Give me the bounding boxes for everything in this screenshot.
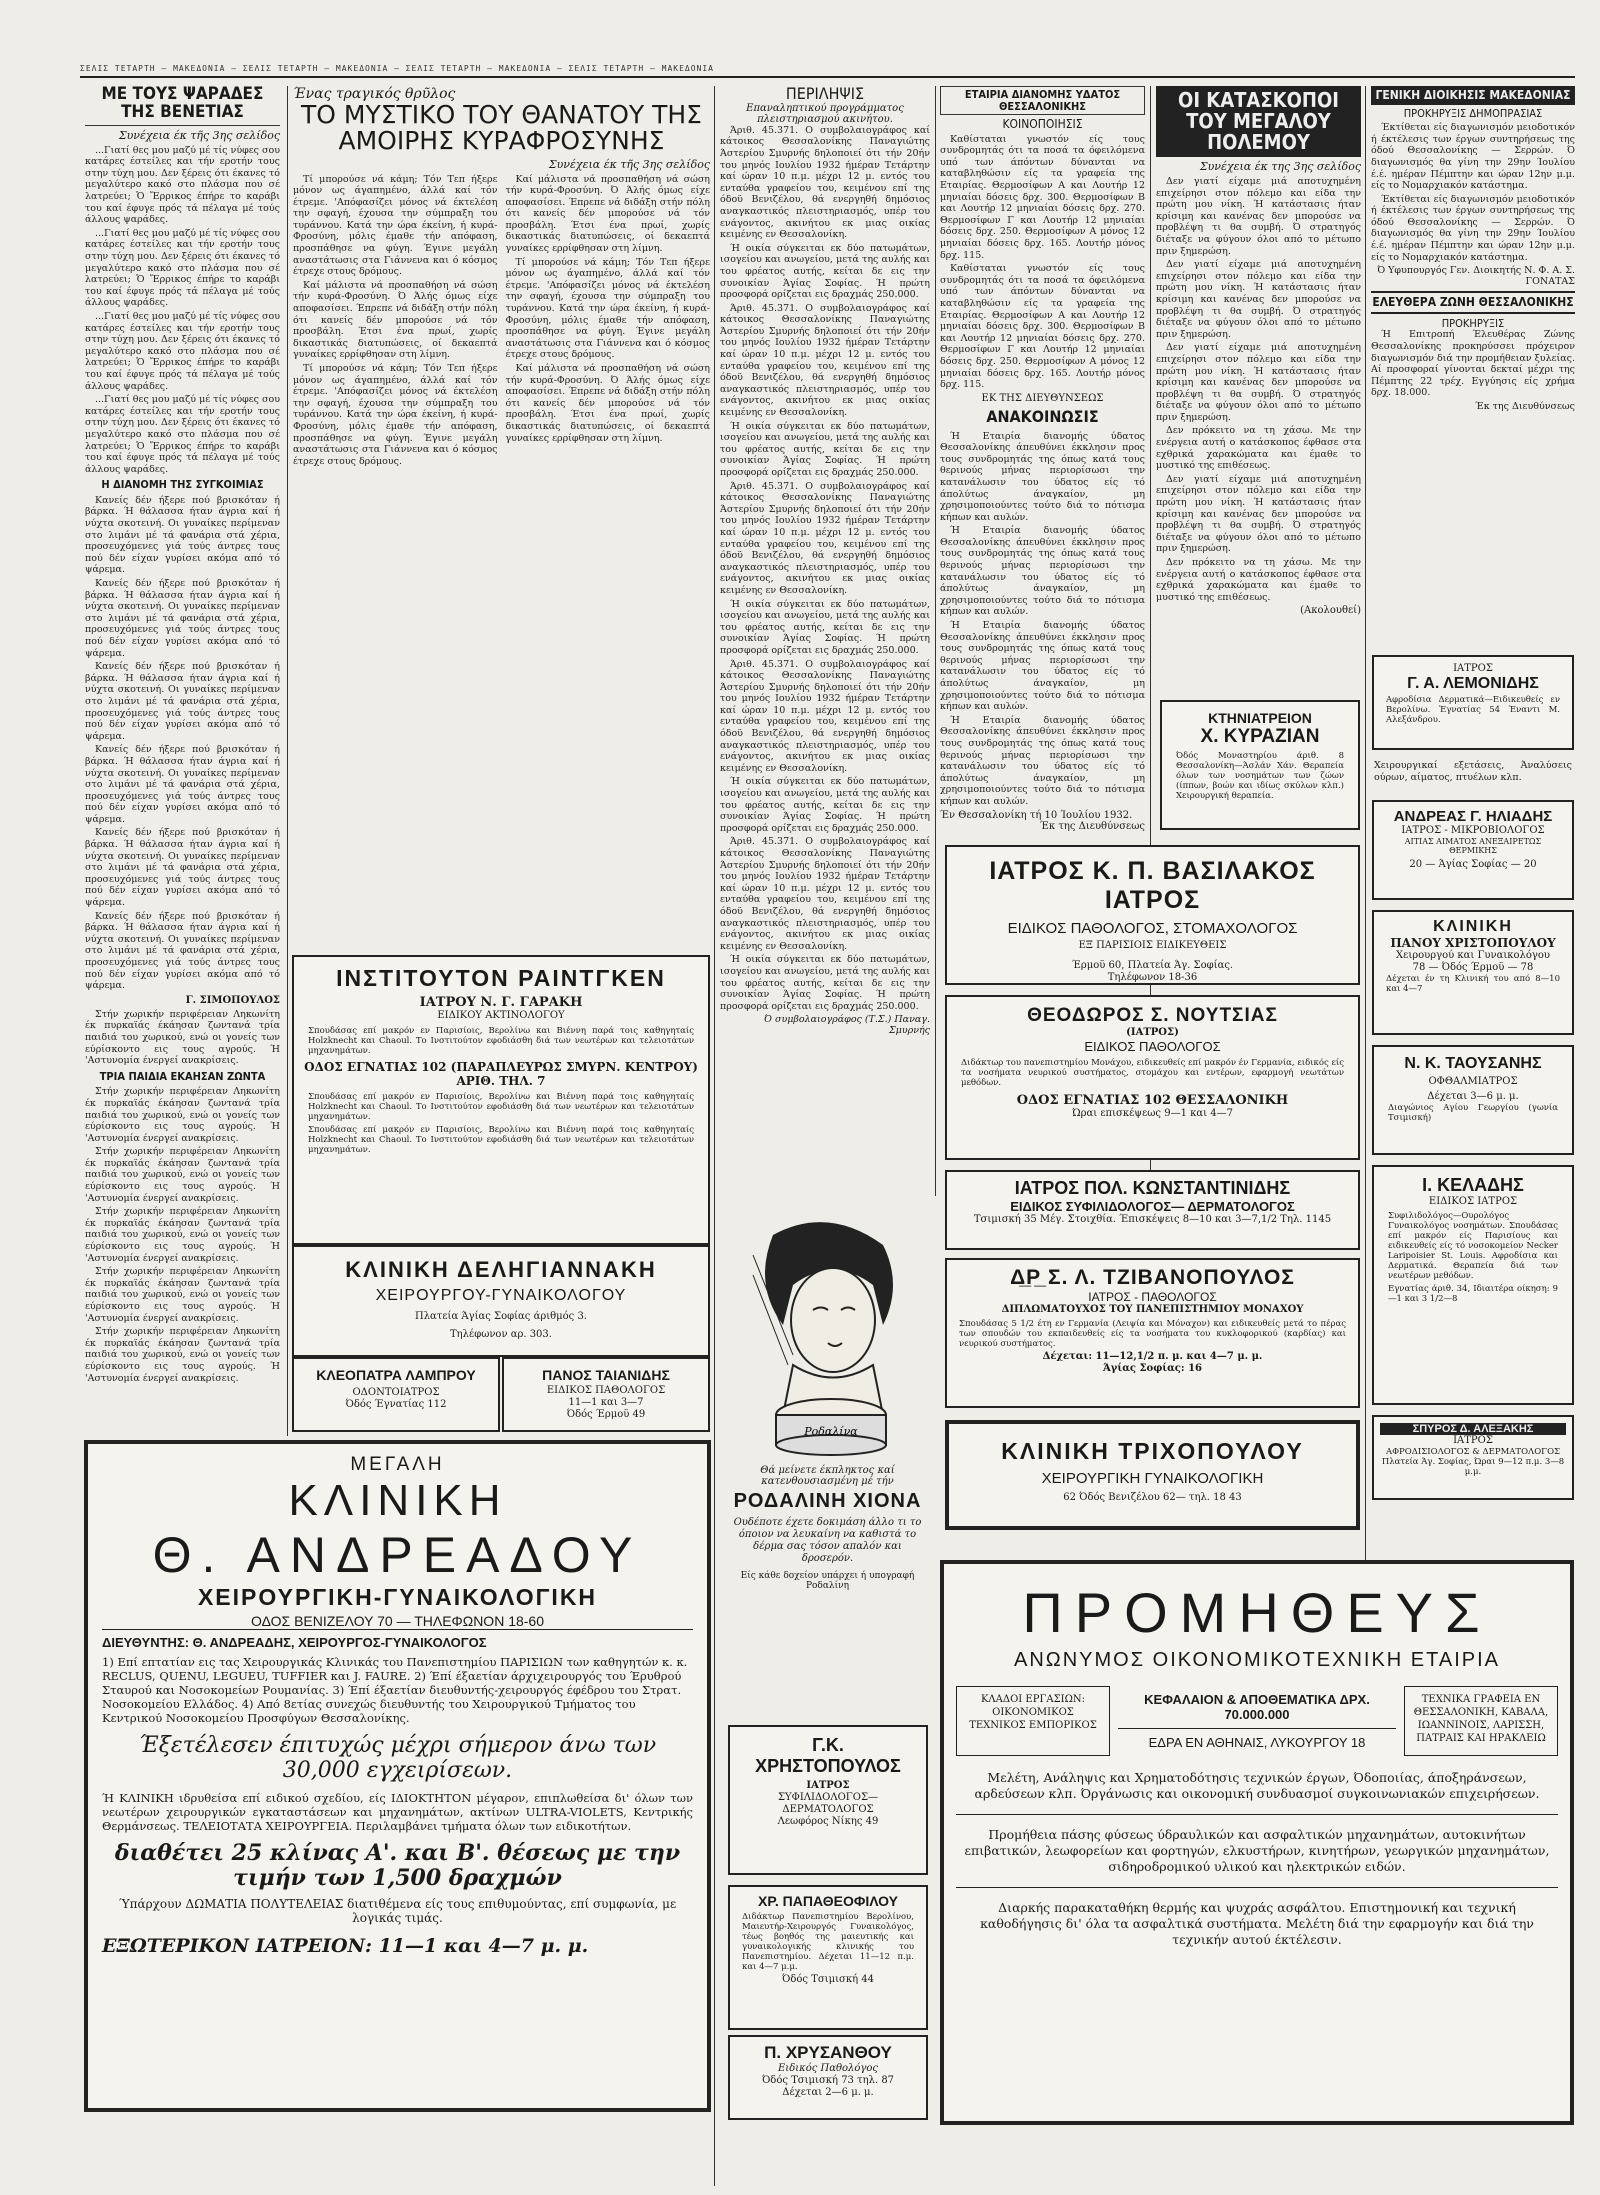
article-spies: ΟΙ ΚΑΤΑΣΚΟΠΟΙ ΤΟΥ ΜΕΓΑΛΟΥ ΠΟΛΕΜΟΥ Συνέχεια έκ της 3ης σελίδος Δεν γιατί είχαμε μιά αποτυχημένη επιχείρησι στον πόλεμο και είδα την πρώτη μου νίκη. Ή κατάστασις ήταν κρίσιμη και κανένας δεν μπορούσε να προβλέψη τι θα συμβή. Ό στρατηγός διέταξε να φύγουν όλοι από το μέτωπο πριν ξημερώση. Δεν γιατί είχαμε μιά αποτυχημένη επιχείρησι στον πόλεμο και είδα την πρώτη μου νίκη. Ή κατάστασις ήταν κρίσιμη και κανένας δεν μπορούσε να προβλέψη τι θα συμβή. Ό στρατηγός διέταξε να φύγουν όλοι από το μέτωπο πριν ξημερώση. Δεν γιατί είχαμε μιά αποτυχημένη επιχείρησι στον πόλεμο και είδα την πρώτη μου νίκη. Ή κατάστασις ήταν κρίσιμη και κανένας δεν μπορούσε να προβλέψη τι θα συμβή. Ό στρατηγός διέταξε να φύγουν όλοι από το μέτωπο πριν ξημερώση. Δεν πρόκειτο να τη χάσω. Με την ενέργεια αυτή ο κατάσκοπος έφθασε στα εχθρικά χαρακώματα και έμαθε το μυστικό της επιθέσεως. Δεν γιατί είχαμε μιά αποτυχημένη επιχείρησι στον πόλεμο και είδα την πρώτη μου νίκη. Ή κατάστασις ήταν κρίσιμη και κανένας δεν μπορούσε να προβλέψη τι θα συμβή. Ό στρατηγός διέταξε να φύγουν όλοι από το μέτωπο πριν ξημερώση. Δεν πρόκειτο να τη χάσω. Με την ενέργεια αυτή ο κατάσκοπος έφθασε στα εχθρικά χαρακώματα και έμαθε το μυστικό της επιθέσεως. (Ακολουθεί) [1156, 88, 1361, 617]
ad-lamprou-dentist: ΚΛΕΟΠΑΤΡΑ ΛΑΜΠΡΟΥ ΟΔΟΝΤΟΙΑΤΡΟΣ Όδός Έγνατίας 112 [292, 1357, 500, 1432]
ad-chrysanthou-doctor: Π. ΧΡΥΣΑΝΘΟΥ Ειδικός Παθολόγος Όδός Τσιμισκή 73 τηλ. 87 Δέχεται 2—6 μ. μ. [728, 2035, 928, 2120]
ad-alexakis-doctor: ΣΠΥΡΟΣ Δ. ΑΛΕΞΑΚΗΣ ΙΑΤΡΟΣ ΑΦΡΟΔΙΣΙΟΛΟΓΟΣ & ΔΕΡΜΑΤΟΛΟΓΟΣ Πλατεία Άγ. Σοφίας, Ώραι 9—12 π.μ. 3—8 μ.μ. [1372, 1415, 1574, 1500]
masthead-strip: ΣΕΛΙΣ ΤΕΤΑΡΤΗ — ΜΑΚΕΔΟΝΙΑ — ΣΕΛΙΣ ΤΕΤΑΡΤΗ — ΜΑΚΕΔΟΝΙΑ — ΣΕΛΙΣ ΤΕΤΑΡΤΗ — ΜΑΚΕΔΟΝΙΑ — ΣΕΛΙΣ ΤΕΤΑΡΤΗ — ΜΑΚΕΔΟΝΙΑ [80, 64, 1575, 78]
article-fishermen [85, 86, 280, 1426]
article-body: Έκτίθεται είς διαγωνισμόν μειοδοτικόν ή έκτέλεσις των έργων συντηρήσεως της όδού Θεσσαλονίκης — Σερρών. Ό διαγωνισμός θα γίνη την 29ην Ίουλίου έ.έ. ημέραν Πέμπτην και ώραν 12ην μ.μ. είς το Νομαρχιακόν κατάστημα. Έκτίθεται είς διαγωνισμόν μειοδοτικόν ή έκτέλεσις των έργων συντηρήσεως της όδού Θεσσαλονίκης — Σερρών. Ό διαγωνισμός θα γίνη την 29ην Ίουλίου έ.έ. ημέραν Πέμπτην και ώραν 12ην μ.μ. είς το Νομαρχιακόν κατάστημα. [1371, 122, 1575, 263]
ad-keladis-doctor: Ι. ΚΕΛΑΔΗΣ ΕΙΔΙΚΟΣ ΙΑΤΡΟΣ Συφιλιδολόγος—Ουρολόγος Γυναικολόγος νοσημάτων. Σπουδάσας επί μακρόν είς Παρισίους και ειδικευθείς είς τό νοσοκομείον Necker Laripoisier St. Louis. Αφροδίσια και Δερματικά. Θεραπεία διά των νεωτέρων μεθόδων. Εγνατίας άριθ. 34, Ιδιαιτέρα οίκηση: 9—1 και 3 1/2—8 [1372, 1165, 1574, 1405]
article-water-company: ΕΤΑΙΡΙΑ ΔΙΑΝΟΜΗΣ ΥΔΑΤΟΣ ΘΕΣΣΑΛΟΝΙΚΗΣ ΚΟΙΝΟΠΟΙΗΣΙΣ Καθίσταται γνωστόν είς τους συνδρομητάς ότι τα ποσά τα όφειλόμενα υπό των άπόντων δύνανται να καταβληθώσιν είς τα γραφεία της Εταιρίας. Θερμοσίφων Α και Λουτήρ 12 μηνιαίαι δόσεις δρχ. 300. Θερμοσίφων Β και Λουτήρ 12 μηνιαίαι δόσεις δρχ. 270. Θερμοσίφων Γ και Λουτήρ 12 μηνιαίαι δόσεις δρχ. 250. Θερμοσίφων Α μόνος 12 μηνιαίαι δόσεις δρχ. 165. Λουτήρ μόνος δρχ. 115. Καθίσταται γνωστόν είς τους συνδρομητάς ότι τα ποσά τα όφειλόμενα υπό των άπόντων δύνανται να καταβληθώσιν είς τα γραφεία της Εταιρίας. Θερμοσίφων Α και Λουτήρ 12 μηνιαίαι δόσεις δρχ. 300. Θερμοσίφων Β και Λουτήρ 12 μηνιαίαι δόσεις δρχ. 270. Θερμοσίφων Γ και Λουτήρ 12 μηνιαίαι δόσεις δρχ. 250. Θερμοσίφων Α μόνος 12 μηνιαίαι δόσεις δρχ. 165. Λουτήρ μόνος δρχ. 115. ΕΚ ΤΗΣ ΔΙΕΥΘΥΝΣΕΩΣ ΑΝΑΚΟΙΝΩΣΙΣ Ή Εταιρία διανομής ύδατος Θεσσαλονίκης άπευθύνει έκκλησιν προς τους συνδρομητάς της όπως κατά τους θερινούς μήνας περιορίσωσι την κατανάλωσιν του ύδατος είς τό άπολύτως άναγκαίον, μη χρησιμοποιούντες τούτο διά το πότισμα κήπων και αυλών. Ή Εταιρία διανομής ύδατος Θεσσαλονίκης άπευθύνει έκκλησιν προς τους συνδρομητάς της όπως κατά τους θερινούς μήνας περιορίσωσι την κατανάλωσιν του ύδατος είς τό άπολύτως άναγκαίον, μη χρησιμοποιούντες τούτο διά το πότισμα κήπων και αυλών. Ή Εταιρία διανομής ύδατος Θεσσαλονίκης άπευθύνει έκκλησιν προς τους συνδρομητάς της όπως κατά τους θερινούς μήνας περιορίσωσι την κατανάλωσιν του ύδατος είς τό άπολύτως άναγκαίον, μη χρησιμοποιούντες τούτο διά το πότισμα κήπων και αυλών. Ή Εταιρία διανομής ύδατος Θεσσαλονίκης άπευθύνει έκκλησιν προς τους συνδρομητάς της όπως κατά τους θερινούς μήνας περιορίσωσι την κατανάλωσιν του ύδατος είς τό άπολύτως άναγκαίον, μη χρησιμοποιούντες τούτο διά το πότισμα κήπων και αυλών. Έν Θεσσαλονίκη τή 10 Ίουλίου 1932. Έκ της Διευθύνσεως [940, 88, 1145, 832]
article-summary [720, 86, 930, 1186]
article-body-col: Τί μπορούσε νά κάμη; Τόν Τεπ ήξερε μόνον ως άγαπημένο, άλλά καί τόν έτρεμε. 'Απόφασίζει μόνος νά έκτελέση την σφαγή, έχουσα την σύμπραξη του τυράννου. Κατά την ώρα έκείνη, ή κυρά-Φροσύνη, μόλις έμαθε τήν απόφαση, προσπάθησε να φύγη. Έγινε μεγάλη αναστάτωσις στα Γιάννενα και ό κόσμος έτρεχε στους δρόμους. Καί μάλιστα νά προσπαθήση νά σώση τήν κυρά-Φροσύνη. Ό Άλής όμως είχε αποφασίσει. Έπρεπε νά διδάξη στήν πόλη ότι κανείς δέν μπορούσε νά τόν προσβάλη. Έτσι ένα πρωί, χωρίς δικαστικάς διατυπώσεις, οί δεκαεπτά γυναίκες ερρίφθησαν στη λίμνη. Τί μπορούσε νά κάμη; Τόν Τεπ ήξερε μόνον ως άγαπημένο, άλλά καί τόν έτρεμε. 'Απόφασίζει μόνος νά έκτελέση την σφαγή, έχουσα την σύμπραξη του τυράννου. Κατά την ώρα έκείνη, ή κυρά-Φροσύνη, μόλις έμαθε τήν απόφαση, προσπάθησε να φύγη. Έγινε μεγάλη αναστάτωσις στα Γιάννενα και ό κόσμος έτρεχε στους δρόμους. [293, 173, 498, 467]
section-heading: ΑΝΑΚΟΙΝΩΣΙΣ [986, 406, 1099, 426]
ad-kyrazian-veterinary: ΚΤΗΝΙΑΤΡΕΙΟΝ Χ. ΚΥΡΑΖΙΑΝ Όδός Μοναστηρίου άριθ. 8 Θεσσαλονίκη—Άσλάν Χάν. Θεραπεία όλων των νοσημάτων των ζώων (ίππων, βοών και ιδίως σκύλων κλπ.) Χειρουργική θεραπεία. [1160, 700, 1360, 830]
article-body-col: Καί μάλιστα νά προσπαθήση νά σώση τήν κυρά-Φροσύνη. Ό Άλής όμως είχε αποφασίσει. Έπρεπε νά διδάξη στήν πόλη ότι κανείς δέν μπορούσε νά τόν προσβάλη. Έτσι ένα πρωί, χωρίς δικαστικάς διατυπώσεις, οί δεκαεπτά γυναίκες ερρίφθησαν στη λίμνη. Τί μπορούσε νά κάμη; Τόν Τεπ ήξερε μόνον ως άγαπημένο, άλλά καί τόν έτρεμε. 'Απόφασίζει μόνος νά έκτελέση την σφαγή, έχουσα την σύμπραξη του τυράννου. Κατά την ώρα έκείνη, ή κυρά-Φροσύνη, μόλις έμαθε τήν απόφαση, προσπάθησε να φύγη. Έγινε μεγάλη αναστάτωσις στα Γιάννενα και ό κόσμος έτρεχε στους δρόμους. Καί μάλιστα νά προσπαθήση νά σώση τήν κυρά-Φροσύνη. Ό Άλής όμως είχε αποφασίσει. Έπρεπε νά διδάξη στήν πόλη ότι κανείς δέν μπορούσε νά τόν προσβάλη. Έτσι ένα πρωί, χωρίς δικαστικάς διατυπώσεις, οί δεκαεπτά γυναίκες ερρίφθησαν στη λίμνη. [505, 173, 710, 444]
section-heading: Η ΔΙΑΝΟΜΗ ΤΗΣ ΣΥΓΚΟΙΜΙΑΣ [101, 478, 264, 492]
ad-clinic-trichopoulou: ΚΛΙΝΙΚΗ ΤΡΙΧΟΠΟΥΛΟΥ ΧΕΙΡΟΥΡΓΙΚΗ ΓΥΝΑΙΚΟΛΟΓΙΚΗ 62 Όδός Βενιζέλου 62— τηλ. 18 43 [945, 1420, 1360, 1530]
continuation-note: Συνέχεια έκ της 3ης σελίδος [1199, 160, 1361, 173]
article-body: Ή Εταιρία διανομής ύδατος Θεσσαλονίκης άπευθύνει έκκλησιν προς τους συνδρομητάς της όπως κατά τους θερινούς μήνας περιορίσωσι την κατανάλωσιν του ύδατος είς τό άπολύτως άναγκαίον, μη χρησιμοποιούντες τούτο διά το πότισμα κήπων και αυλών. Ή Εταιρία διανομής ύδατος Θεσσαλονίκης άπευθύνει έκκλησιν προς τους συνδρομητάς της όπως κατά τους θερινούς μήνας περιορίσωσι την κατανάλωσιν του ύδατος είς τό άπολύτως άναγκαίον, μη χρησιμοποιούντες τούτο διά το πότισμα κήπων και αυλών. Ή Εταιρία διανομής ύδατος Θεσσαλονίκης άπευθύνει έκκλησιν προς τους συνδρομητάς της όπως κατά τους θερινούς μήνας περιορίσωσι την κατανάλωσιν του ύδατος είς τό άπολύτως άναγκαίον, μη χρησιμοποιούντες τούτο διά το πότισμα κήπων και αυλών. Ή Εταιρία διανομής ύδατος Θεσσαλονίκης άπευθύνει έκκλησιν προς τους συνδρομητάς της όπως κατά τους θερινούς μήνας περιορίσωσι την κατανάλωσιν του ύδατος είς τό άπολύτως άναγκαίον, μη χρησιμοποιούντες τούτο διά το πότισμα κήπων και αυλών. [940, 430, 1145, 807]
ad-taianidis-pathologist: ΠΑΝΟΣ ΤΑΙΑΝΙΔΗΣ ΕΙΔΙΚΟΣ ΠΑΘΟΛΟΓΟΣ 11—1 και 3—7 Όδός Έρμοϋ 49 [502, 1357, 710, 1432]
section-heading: ΕΛΕΥΘΕΡΑ ΖΩΝΗ ΘΕΣΣΑΛΟΝΙΚΗΣ [1371, 291, 1575, 314]
column-rule [935, 86, 936, 1196]
ad-taousanis-ophthalmologist: Ν. Κ. ΤΑΟΥΣΑΝΗΣ ΟΦΘΑΛΜΙΑΤΡΟΣ Δέχεται 3—6 μ. μ. Διαγώνιος Αγίου Γεωργίου (γωνία Τσιμισκή) [1372, 1045, 1574, 1155]
article-body: ...Γιατί θες μου μαζύ μέ τίς νύφες σου κατάρες έστείλες και τήν εροτήν τους στην τύχη μου. Δεν ξέρεις ότι έκανες τό μεγαλύτερο κακό στο πλάσμα που σέ λατρεύει; Ὁ Ἔρρικος έπήρε το καράβι του καί έφυγε πρός τά πέλαγα μέ τούς άλλους ψαράδες. ...Γιατί θες μου μαζύ μέ τίς νύφες σου κατάρες έστείλες και τήν εροτήν τους στην τύχη μου. Δεν ξέρεις ότι έκανες τό μεγαλύτερο κακό στο πλάσμα που σέ λατρεύει; Ὁ Ἔρρικος έπήρε το καράβι του καί έφυγε πρός τά πέλαγα μέ τούς άλλους ψαράδες. ...Γιατί θες μου μαζύ μέ τίς νύφες σου κατάρες έστείλες και τήν εροτήν τους στην τύχη μου. Δεν ξέρεις ότι έκανες τό μεγαλύτερο κακό στο πλάσμα που σέ λατρεύει; Ὁ Ἔρρικος έπήρε το καράβι του καί έφυγε πρός τά πέλαγα μέ τούς άλλους ψαράδες. ...Γιατί θες μου μαζύ μέ τίς νύφες σου κατάρες έστείλες και τήν εροτήν τους στην τύχη μου. Δεν ξέρεις ότι έκανες τό μεγαλύτερο κακό στο πλάσμα που σέ λατρεύει; Ὁ Ἔρρικος έπήρε το καράβι του καί έφυγε πρός τά πέλαγα μέ τούς άλλους ψαράδες. [85, 144, 280, 475]
ad-lab-analyses: Χειρουργικαί εξετάσεις, Άναλύσεις ούρων, αίματος, πτυέλων κλπ. [1374, 760, 1572, 783]
article-body: Καθίσταται γνωστόν είς τους συνδρομητάς ότι τα ποσά τα όφειλόμενα υπό των άπόντων δύνανται να καταβληθώσιν είς τα γραφεία της Εταιρίας. Θερμοσίφων Α και Λουτήρ 12 μηνιαίαι δόσεις δρχ. 300. Θερμοσίφων Β και Λουτήρ 12 μηνιαίαι δόσεις δρχ. 270. Θερμοσίφων Γ και Λουτήρ 12 μηνιαίαι δόσεις δρχ. 250. Θερμοσίφων Α μόνος 12 μηνιαίαι δόσεις δρχ. 165. Λουτήρ μόνος δρχ. 115. Καθίσταται γνωστόν είς τους συνδρομητάς ότι τα ποσά τα όφειλόμενα υπό των άπόντων δύνανται να καταβληθώσιν είς τα γραφεία της Εταιρίας. Θερμοσίφων Α και Λουτήρ 12 μηνιαίαι δόσεις δρχ. 300. Θερμοσίφων Β και Λουτήρ 12 μηνιαίαι δόσεις δρχ. 270. Θερμοσίφων Γ και Λουτήρ 12 μηνιαίαι δόσεις δρχ. 250. Θερμοσίφων Α μόνος 12 μηνιαίαι δόσεις δρχ. 165. Λουτήρ μόνος δρχ. 115. [940, 133, 1145, 391]
article-title: ΤΟ ΜΥΣΤΙΚΟ ΤΟΥ ΘΑΝΑΤΟΥ ΤΗΣ ΑΜΟΙΡΗΣ ΚΥΡΑΦΡΟΣΥΝΗΣ [301, 100, 702, 156]
continuation-note: Συνέχεια έκ τῆς 3ης σελίδος [548, 157, 710, 171]
column-rule [287, 86, 288, 1436]
article-title: ΓΕΝΙΚΗ ΔΙΟΙΚΗΣΙΣ ΜΑΚΕΔΟΝΙΑΣ [1371, 86, 1575, 105]
ad-clinic-deligiannaki: ΚΛΙΝΙΚΗ ΔΕΛΗΓΙΑΝΝΑΚΗ ΧΕΙΡΟΥΡΓΟΥ-ΓΥΝΑΙΚΟΛΟΓΟΥ Πλατεία Άγίας Σοφίας άριθμός 3. Τηλέφωνον αρ. 303. [292, 1245, 710, 1357]
article-title: ΜΕ ΤΟΥΣ ΨΑΡΑΔΕΣ ΤΗΣ ΒΕΝΕΤΙΑΣ [85, 86, 280, 126]
signature: Γ. ΣΙΜΟΠΟΥΛΟΣ [185, 994, 280, 1006]
offices-box: ΤΕΧΝΙΚΑ ΓΡΑΦΕΙΑ ΕΝ ΘΕΣΣΑΛΟΝΙΚΗ, ΚΑΒΑΛΑ, ΙΩΑΝΝΙΝΟΙΣ, ΛΑΡΙΣΣΗ, ΠΑΤΡΑΙΣ ΚΑΙ ΗΡΑΚΛΕΙΩ [1404, 1686, 1558, 1756]
article-title: ΕΤΑΙΡΙΑ ΔΙΑΝΟΜΗΣ ΥΔΑΤΟΣ ΘΕΣΣΑΛΟΝΙΚΗΣ [940, 86, 1145, 115]
article-macedonia-admin: ΓΕΝΙΚΗ ΔΙΟΙΚΗΣΙΣ ΜΑΚΕΔΟΝΙΑΣ ΠΡΟΚΗΡΥΞΙΣ ΔΗΜΟΠΡΑΣΙΑΣ Έκτίθεται είς διαγωνισμόν μειοδοτικόν ή έκτέλεσις των έργων συντηρήσεως της όδού Θεσσαλονίκης — Σερρών. Ό διαγωνισμός θα γίνη την 29ην Ίουλίου έ.έ. ημέραν Πέμπτην και ώραν 12ην μ.μ. είς το Νομαρχιακόν κατάστημα. Έκτίθεται είς διαγωνισμόν μειοδοτικόν ή έκτέλεσις των έργων συντηρήσεως της όδού Θεσσαλονίκης — Σερρών. Ό διαγωνισμός θα γίνη την 29ην Ίουλίου έ.έ. ημέραν Πέμπτην και ώραν 12ην μ.μ. είς το Νομαρχιακόν κατάστημα. Ό Υφυπουργός Γεν. Διοικητής Ν. Φ. Α. Σ. ΓΟΝΑΤΑΣ ΕΛΕΥΘΕΡΑ ΖΩΝΗ ΘΕΣΣΑΛΟΝΙΚΗΣ ΠΡΟΚΗΡΥΞΙΣ Ή Επιτροπή Έλευθέρας Ζώνης Θεσσαλονίκης προκηρύσσει πρόχειρον διαγωνισμόν διά την προμήθειαν ξυλείας. Αί προσφοραί γίνονται δεκταί μέχρι της Πέμπτης 22 τρέχ. Εγγύησις είς χρήμα δρχ. 18.000. Έκ της Διευθύνσεως [1371, 88, 1575, 412]
column-rule [714, 86, 715, 2186]
ad-rodalini-cream: Ροδαλίνα Θά μείνετε έκπληκτος καί κατενθουσιασμένη μέ τήν ΡΟΔΑΛΙΝΗ ΧΙΟΝΑ Ουδέποτε έχετε δοκιμάση άλλο τι το όποιον να λευκαίνη να καθιστά το δέρμα σας τόσον απαλόν και δροσερόν. Είς κάθε δοχείον υπάρχει ή υπογραφή Ροδαλίνη [730, 1215, 925, 1715]
article-body: Δεν γιατί είχαμε μιά αποτυχημένη επιχείρησι στον πόλεμο και είδα την πρώτη μου νίκη. Ή κατάστασις ήταν κρίσιμη και κανένας δεν μπορούσε να προβλέψη τι θα συμβή. Ό στρατηγός διέταξε να φύγουν όλοι από το μέτωπο πριν ξημερώση. Δεν γιατί είχαμε μιά αποτυχημένη επιχείρησι στον πόλεμο και είδα την πρώτη μου νίκη. Ή κατάστασις ήταν κρίσιμη και κανένας δεν μπορούσε να προβλέψη τι θα συμβή. Ό στρατηγός διέταξε να φύγουν όλοι από το μέτωπο πριν ξημερώση. Δεν γιατί είχαμε μιά αποτυχημένη επιχείρησι στον πόλεμο και είδα την πρώτη μου νίκη. Ή κατάστασις ήταν κρίσιμη και κανένας δεν μπορούσε να προβλέψη τι θα συμβή. Ό στρατηγός διέταξε να φύγουν όλοι από το μέτωπο πριν ξημερώση. Δεν πρόκειτο να τη χάσω. Με την ενέργεια αυτή ο κατάσκοπος έφθασε στα εχθρικά χαρακώματα και έμαθε το μυστικό της επιθέσεως. Δεν γιατί είχαμε μιά αποτυχημένη επιχείρησι στον πόλεμο και είδα την πρώτη μου νίκη. Ή κατάστασις ήταν κρίσιμη και κανένας δεν μπορούσε να προβλέψη τι θα συμβή. Ό στρατηγός διέταξε να φύγουν όλοι από το μέτωπο πριν ξημερώση. Δεν πρόκειτο να τη χάσω. Με την ενέργεια αυτή ο κατάσκοπος έφθασε στα εχθρικά χαρακώματα και έμαθε το μυστικό της επιθέσεως. [1156, 176, 1361, 603]
article-title: ΠΕΡΙΛΗΨΙΣ [785, 84, 865, 103]
ad-vasilakos-doctor: ΙΑΤΡΟΣ Κ. Π. ΒΑΣΙΛΑΚΟΣ ΙΑΤΡΟΣ ΕΙΔΙΚΟΣ ΠΑΘΟΛΟΓΟΣ, ΣΤΟΜΑΧΟΛΟΓΟΣ ΕΞ ΠΑΡΙΣΙΟΙΣ ΕΙΔΙΚΕΥΘΕΙΣ Έρμοϋ 60, Πλατεία Άγ. Σοφίας. Τηλέφωνον 18-36 [945, 845, 1360, 985]
ad-noutsias-doctor: ΘΕΟΔΩΡΟΣ Σ. ΝΟΥΤΣΙΑΣ (ΙΑΤΡΟΣ) ΕΙΔΙΚΟΣ ΠΑΘΟΛΟΓΟΣ Διδάκτωρ του πανεπιστημίου Μονάχου, ειδικευθείς επί μακρόν έν Γερμανία, ειδικός είς τα νοσήματα νευρικού συστήματος, στομάχου και εντέρων, εφαρμογή νεωτάτων μεθόδων. ΟΔΟΣ ΕΓΝΑΤΙΑΣ 102 ΘΕΣΣΑΛΟΝΙΚΗ Ώραι επισκέψεως 9—1 και 4—7 [945, 995, 1360, 1160]
tin-label: Ροδαλίνα [803, 1425, 858, 1438]
woman-with-cream-illustration [733, 1215, 923, 1455]
article-body: Άριθ. 45.371. Ο συμβολαιογράφος καί κάτοικος Θεσσαλονίκης Παναγιώτης Άστερίου Σμυρνής δηλοποιεί ότι τήν 20ήν του μηνός Ιουλίου 1932 ήμέραν Τετάρτην καί ώραν 10 π.μ. μέχρι 12 μ. εντός του ενταύθα γραφείου του, κειμένου επί της όδοϋ Βενιζέλου, θά ενεργηθή δημόσιος αναγκαστικός πλειστηριασμός, υπέρ του ενάγοντος, ακινήτου εκ μιας οικίας κειμένης εν Θεσσαλονίκη. Ή οικία σύγκειται εκ δύο πατωμάτων, ισογείου και ανωγείου, μετά της αυλής και του φρέατος αυτής, κείται δε εις την συνοικίαν Άγίας Σοφίας. Ή πρώτη προσφορά ορίζεται εις δραχμάς 250.000. Άριθ. 45.371. Ο συμβολαιογράφος καί κάτοικος Θεσσαλονίκης Παναγιώτης Άστερίου Σμυρνής δηλοποιεί ότι τήν 20ήν του μηνός Ιουλίου 1932 ήμέραν Τετάρτην καί ώραν 10 π.μ. μέχρι 12 μ. εντός του ενταύθα γραφείου του, κειμένου επί της όδοϋ Βενιζέλου, θά ενεργηθή δημόσιος αναγκαστικός πλειστηριασμός, υπέρ του ενάγοντος, ακινήτου εκ μιας οικίας κειμένης εν Θεσσαλονίκη. Ή οικία σύγκειται εκ δύο πατωμάτων, ισογείου και ανωγείου, μετά της αυλής και του φρέατος αυτής, κείται δε εις την συνοικίαν Άγίας Σοφίας. Ή πρώτη προσφορά ορίζεται εις δραχμάς 250.000. Άριθ. 45.371. Ο συμβολαιογράφος καί κάτοικος Θεσσαλονίκης Παναγιώτης Άστερίου Σμυρνής δηλοποιεί ότι τήν 20ήν του μηνός Ιουλίου 1932 ήμέραν Τετάρτην καί ώραν 10 π.μ. μέχρι 12 μ. εντός του ενταύθα γραφείου του, κειμένου επί της όδοϋ Βενιζέλου, θά ενεργηθή δημόσιος αναγκαστικός πλειστηριασμός, υπέρ του ενάγοντος, ακινήτου εκ μιας οικίας κειμένης εν Θεσσαλονίκη. Ή οικία σύγκειται εκ δύο πατωμάτων, ισογείου και ανωγείου, μετά της αυλής και του φρέατος αυτής, κείται δε εις την συνοικίαν Άγίας Σοφίας. Ή πρώτη προσφορά ορίζεται εις δραχμάς 250.000. Άριθ. 45.371. Ο συμβολαιογράφος καί κάτοικος Θεσσαλονίκης Παναγιώτης Άστερίου Σμυρνής δηλοποιεί ότι τήν 20ήν του μηνός Ιουλίου 1932 ήμέραν Τετάρτην καί ώραν 10 π.μ. μέχρι 12 μ. εντός του ενταύθα γραφείου του, κειμένου επί της όδοϋ Βενιζέλου, θά ενεργηθή δημόσιος αναγκαστικός πλειστηριασμός, υπέρ του ενάγοντος, ακινήτου εκ μιας οικίας κειμένης εν Θεσσαλονίκη. Ή οικία σύγκειται εκ δύο πατωμάτων, ισογείου και ανωγείου, μετά της αυλής και του φρέατος αυτής, κείται δε εις την συνοικίαν Άγίας Σοφίας. Ή πρώτη προσφορά ορίζεται εις δραχμάς 250.000. Άριθ. 45.371. Ο συμβολαιογράφος καί κάτοικος Θεσσαλονίκης Παναγιώτης Άστερίου Σμυρνής δηλοποιεί ότι τήν 20ήν του μηνός Ιουλίου 1932 ήμέραν Τετάρτην καί ώραν 10 π.μ. μέχρι 12 μ. εντός του ενταύθα γραφείου του, κειμένου επί της όδοϋ Βενιζέλου, θά ενεργηθή δημόσιος αναγκαστικός πλειστηριασμός, υπέρ του ενάγοντος, ακινήτου εκ μιας οικίας κειμένης εν Θεσσαλονίκη. Ή οικία σύγκειται εκ δύο πατωμάτων, ισογείου και ανωγείου, μετά της αυλής και του φρέατος αυτής, κείται δε εις την συνοικίαν Άγίας Σοφίας. Ή πρώτη προσφορά ορίζεται εις δραχμάς 250.000. [720, 124, 930, 1012]
ad-christopoulou-clinic: ΚΛΙΝΙΚΗ ΠΑΝΟΥ ΧΡΙΣΤΟΠΟΥΛΟΥ Χειρουργού και Γυναικολόγου 78 — Όδός Έρμοϋ — 78 Δέχεται έν τη Κλινική του από 8—10 και 4—7 [1372, 910, 1574, 1035]
ad-lemonidis-doctor: ΙΑΤΡΟΣ Γ. Α. ΛΕΜΟΝΙΔΗΣ Αφροδίσια Δερματικά—Ειδικευθείς εν Βερολίνω. Έγνατίας 54 Έναντι Μ. Αλεξάνδρου. [1372, 655, 1574, 750]
ad-raintgen-institute: ΙΝΣΤΙΤΟΥΤΟΝ ΡΑΙΝΤΓΚΕΝ ΙΑΤΡΟΥ Ν. Γ. ΓΑΡΑΚΗ ΕΙΔΙΚΟΥ ΑΚΤΙΝΟΛΟΓΟΥ Σπουδάσας επί μακρόν εν Παρισίοις, Βερολίνω και Βιέννη παρά τοις καθηγηταίς Holzknecht και Chaoul. Το Ινστιτούτον εφοδιάσθη διά των νεωτέρων και τελειοτάτων μηχανημάτων. ΟΔΟΣ ΕΓΝΑΤΙΑΣ 102 (ΠΑΡΑΠΛΕΥΡΩΣ ΣΜΥΡΝ. ΚΕΝΤΡΟΥ) ΑΡΙΘ. ΤΗΛ. 7 Σπουδάσας επί μακρόν εν Παρισίοις, Βερολίνω και Βιέννη παρά τοις καθηγηταίς Holzknecht και Chaoul. Το Ινστιτούτον εφοδιάσθη διά των νεωτέρων και τελειοτάτων μηχανημάτων. Σπουδάσας επί μακρόν εν Παρισίοις, Βερολίνω και Βιέννη παρά τοις καθηγηταίς Holzknecht και Chaoul. Το Ινστιτούτον εφοδιάσθη διά των νεωτέρων και τελειοτάτων μηχανημάτων. [292, 955, 710, 1245]
article-kyrafrosyni [293, 86, 710, 467]
continuation-note: Συνέχεια έκ τῆς 3ης σελίδος [118, 128, 280, 142]
article-subtitle: Επαναληπτικού προγράμματος πλειστηριασμού ακινήτου. [746, 102, 904, 125]
ad-clinic-andreadou: ΜΕΓΑΛΗ ΚΛΙΝΙΚΗ Θ. ΑΝΔΡΕΑΔΟΥ ΧΕΙΡΟΥΡΓΙΚΗ-ΓΥΝΑΙΚΟΛΟΓΙΚΗ ΟΔΟΣ ΒΕΝΙΖΕΛΟΥ 70 — ΤΗΛΕΦΩΝΟΝ 18-60 ΔΙΕΥΘΥΝΤΗΣ: Θ. ΑΝΔΡΕΑΔΗΣ, ΧΕΙΡΟΥΡΓΟΣ-ΓΥΝΑΙΚΟΛΟΓΟΣ 1) Επί επτατίαν εις τας Χειρουργικάς Κλινικάς του Πανεπιστημίου ΠΑΡΙΣΙΩΝ των καθηγητών κ. κ. RECLUS, QUENU, LEGUEU, TUFFIER και J. FAURE. 2) Έπί έξαετίαν άρχιχειρουργός του Έρυθρού Σταυρού και Νοσοκομείων Ρουμανίας. 3) Έπί έξαετίαν διευθυντής-χειρουργός έφέδρου του Στρατ. Νοσοκομείου Ελλάδος. 4) Από 8ετίας συνεχώς διευθυντής του Χειρουργικού Τμήματος του Κεντρικού Νοσοκομείου Προσφύγων Θεσσαλονίκης. Έξετέλεσεν έπιτυχώς μέχρι σήμερον άνω των 30,000 εγχειρίσεων. Ή ΚΛΙΝΙΚΗ ιδρυθείσα επί ειδικού σχεδίου, είς ΙΔΙΟΚΤΗΤΟΝ μέγαρον, επιπλωθείσα δι' όλων των νεωτέρων χειρουργικών εγκαταστάσεων και μηχανημάτων, ακτίνων ULTRA-VIOLETS, Κεντρικής Θερμάνσεως. ΤΕΛΕΙΟΤΑΤΑ ΧΕΙΡΟΥΡΓΕΙΑ. Περιλαμβάνει τμήματα όλων των ειδικοτήτων. διαθέτει 25 κλίνας Α'. και Β'. θέσεως με την τιμήν των 1,500 δραχμών Ύπάρχουν ΔΩΜΑΤΙΑ ΠΟΛΥΤΕΛΕΙΑΣ διατιθέμενα είς τους επιθυμούντας, επί συμφωνία, με λογικάς τιμάς. ΕΞΩΤΕΡΙΚΟΝ ΙΑΤΡΕΙΟΝ: 11—1 και 4—7 μ. μ. [84, 1440, 711, 2112]
branches-box: ΚΛΑΔΟΙ ΕΡΓΑΣΙΩΝ: ΟΙΚΟΝΟΜΙΚΟΣ ΤΕΧΝΙΚΟΣ ΕΜΠΟΡΙΚΟΣ [956, 1686, 1110, 1756]
article-body: Κανείς δέν ήξερε πού βρισκόταν ή βάρκα. Ή θάλασσα ήταν άγρια καί ή νύχτα σκοτεινή. Οι γυναίκες περίμεναν στο λιμάνι μέ τά φανάρια στά χέρια, προσευχόμενες γιά τούς άντρες τους πού δέν είχαν γυρίσει ακόμα από τό ψάρεμα. Κανείς δέν ήξερε πού βρισκόταν ή βάρκα. Ή θάλασσα ήταν άγρια καί ή νύχτα σκοτεινή. Οι γυναίκες περίμεναν στο λιμάνι μέ τά φανάρια στά χέρια, προσευχόμενες γιά τούς άντρες τους πού δέν είχαν γυρίσει ακόμα από τό ψάρεμα. Κανείς δέν ήξερε πού βρισκόταν ή βάρκα. Ή θάλασσα ήταν άγρια καί ή νύχτα σκοτεινή. Οι γυναίκες περίμεναν στο λιμάνι μέ τά φανάρια στά χέρια, προσευχόμενες γιά τούς άντρες τους πού δέν είχαν γυρίσει ακόμα από τό ψάρεμα. Κανείς δέν ήξερε πού βρισκόταν ή βάρκα. Ή θάλασσα ήταν άγρια καί ή νύχτα σκοτεινή. Οι γυναίκες περίμεναν στο λιμάνι μέ τά φανάρια στά χέρια, προσευχόμενες γιά τούς άντρες τους πού δέν είχαν γυρίσει ακόμα από τό ψάρεμα. Κανείς δέν ήξερε πού βρισκόταν ή βάρκα. Ή θάλασσα ήταν άγρια καί ή νύχτα σκοτεινή. Οι γυναίκες περίμεναν στο λιμάνι μέ τά φανάρια στά χέρια, προσευχόμενες γιά τούς άντρες τους πού δέν είχαν γυρίσει ακόμα από τό ψάρεμα. Κανείς δέν ήξερε πού βρισκόταν ή βάρκα. Ή θάλασσα ήταν άγρια καί ή νύχτα σκοτεινή. Οι γυναίκες περίμεναν στο λιμάνι μέ τά φανάρια στά χέρια, προσευχόμενες γιά τούς άντρες τους πού δέν είχαν γυρίσει ακόμα από τό ψάρεμα. [85, 494, 280, 992]
article-kicker: Ένας τραγικός θρῦλος [293, 86, 456, 102]
ad-konstantinidis-doctor: ΙΑΤΡΟΣ ΠΟΛ. ΚΩΝΣΤΑΝΤΙΝΙΔΗΣ ΕΙΔΙΚΟΣ ΣΥΦΙΛΙΔΟΛΟΓΟΣ— ΔΕΡΜΑΤΟΛΟΓΟΣ Τσιμισκή 35 Μέγ. Στοιχθία. Έπισκέψεις 8—10 και 3—7,1/2 Τηλ. 1145 [945, 1170, 1360, 1250]
ad-christopoulos-doctor: Γ.Κ. ΧΡΗΣΤΟΠΟΥΛΟΣ ΙΑΤΡΟΣ ΣΥΦΙΛΙΔΟΛΟΓΟΣ—ΔΕΡΜΑΤΟΛΟΓΟΣ Λεωφόρος Νίκης 49 [728, 1725, 928, 1875]
article-title: ΟΙ ΚΑΤΑΣΚΟΠΟΙ ΤΟΥ ΜΕΓΑΛΟΥ ΠΟΛΕΜΟΥ [1156, 86, 1361, 157]
signature: Ό συμβολαιογράφος (Τ.Σ.) Παναγ. Σμυρνής [764, 1014, 930, 1037]
section-heading: ΤΡΙΑ ΠΑΙΔΙΑ ΕΚΑΗΣΑΝ ΖΩΝΤΑ [99, 1069, 266, 1083]
article-body: Στήν χωρικήν περιφέρειαν Ληκωνίτη έκ πυρκαϊάς έκάησαν ζωντανά τρία παιδιά του χωρικού, ενώ οι γονείς των εύρίσκοντο εις τους αγρούς. Ή 'Αστυνομία ένεργεί ανακρίσεις. Στήν χωρικήν περιφέρειαν Ληκωνίτη έκ πυρκαϊάς έκάησαν ζωντανά τρία παιδιά του χωρικού, ενώ οι γονείς των εύρίσκοντο εις τους αγρούς. Ή 'Αστυνομία ένεργεί ανακρίσεις. Στήν χωρικήν περιφέρειαν Ληκωνίτη έκ πυρκαϊάς έκάησαν ζωντανά τρία παιδιά του χωρικού, ενώ οι γονείς των εύρίσκοντο εις τους αγρούς. Ή 'Αστυνομία ένεργεί ανακρίσεις. Στήν χωρικήν περιφέρειαν Ληκωνίτη έκ πυρκαϊάς έκάησαν ζωντανά τρία παιδιά του χωρικού, ενώ οι γονείς των εύρίσκοντο εις τους αγρούς. Ή 'Αστυνομία ένεργεί ανακρίσεις. Στήν χωρικήν περιφέρειαν Ληκωνίτη έκ πυρκαϊάς έκάησαν ζωντανά τρία παιδιά του χωρικού, ενώ οι γονείς των εύρίσκοντο εις τους αγρούς. Ή 'Αστυνομία ένεργεί ανακρίσεις. [85, 1086, 280, 1384]
ad-papatheofilou-doctor: ΧΡ. ΠΑΠΑΘΕΟΦΙΛΟΥ Διδάκτωρ Πανεπιστημίου Βερολίνου, Μαιευτήρ-Χειρουργός Γυναικολόγος, τέως βοηθός της μαιευτικής και γυναικολογικής κλινικής του Πανεπιστημίου. Δέχεται 11—12 π.μ. και 4—7 μ.μ. Όδός Τσιμισκή 44 [728, 1885, 928, 2030]
ad-iliadis-doctor: ΑΝΔΡΕΑΣ Γ. ΗΛΙΑΔΗΣ ΙΑΤΡΟΣ - ΜΙΚΡΟΒΙΟΛΟΓΟΣ ΑΙΤΙΑΣ ΑΙΜΑΤΟΣ ΑΝΕΞΑΙΡΕΤΩΣ ΘΕΡΜΙΚΗΣ 20 — Άγίας Σοφίας — 20 [1372, 800, 1574, 900]
article-body: Στήν χωρικήν περιφέρειαν Ληκωνίτη έκ πυρκαϊάς έκάησαν ζωντανά τρία παιδιά του χωρικού, ενώ οι γονείς των εύρίσκοντο εις τους αγρούς. Ή 'Αστυνομία ένεργεί ανακρίσεις. [85, 1008, 280, 1067]
ad-tzivanopoulos-doctor: Δ̲Ρ̲ Σ. Λ. ΤΖΙΒΑΝΟΠΟΥΛΟΣ ΙΑΤΡΟΣ - ΠΑΘΟΛΟΓΟΣ ΔΙΠΛΩΜΑΤΟΥΧΟΣ ΤΟΥ ΠΑΝΕΠΙΣΤΗΜΙΟΥ ΜΟΝΑΧΟΥ Σπουδάσας 5 1/2 έτη εν Γερμανία (Λειψία και Μόναχον) και ειδικευθείς μετά το πέρας των σπουδών του εκπαιδευθείς είς τα νοσήματα του κυκλοφορικού (καρδίας) και νευρικού συστήματος. Δέχεται: 11—12,1/2 π. μ. και 4—7 μ. μ. Άγίας Σοφίας: 16 [945, 1258, 1360, 1408]
column-rule [1365, 86, 1366, 1646]
capital-block: ΚΕΦΑΛΑΙΟΝ & ΑΠΟΘΕΜΑΤΙΚΑ ΔΡΧ. 70.000.000 ΕΔΡΑ ΕΝ ΑΘΗΝΑΙΣ, ΛΥΚΟΥΡΓΟΥ 18 [1118, 1686, 1396, 1756]
ad-promitheus-company: ΠΡΟΜΗΘΕΥΣ ΑΝΩΝΥΜΟΣ ΟΙΚΟΝΟΜΙΚΟΤΕΧΝΙΚΗ ΕΤΑΙΡΙΑ ΚΛΑΔΟΙ ΕΡΓΑΣΙΩΝ: ΟΙΚΟΝΟΜΙΚΟΣ ΤΕΧΝΙΚΟΣ ΕΜΠΟΡΙΚΟΣ ΚΕΦΑΛΑΙΟΝ & ΑΠΟΘΕΜΑΤΙΚΑ ΔΡΧ. 70.000.000 ΕΔΡΑ ΕΝ ΑΘΗΝΑΙΣ, ΛΥΚΟΥΡΓΟΥ 18 ΤΕΧΝΙΚΑ ΓΡΑΦΕΙΑ ΕΝ ΘΕΣΣΑΛΟΝΙΚΗ, ΚΑΒΑΛΑ, ΙΩΑΝΝΙΝΟΙΣ, ΛΑΡΙΣΣΗ, ΠΑΤΡΑΙΣ ΚΑΙ ΗΡΑΚΛΕΙΩ Μελέτη, Ανάληψις και Χρηματοδότησις τεχνικών έργων, Όδοποιίας, άποξηράνσεων, αρδεύσεων κλπ. Όργάνωσις και οικονομική συνδυασμοί συγκοινωνιακών επιχειρήσεων. Προμήθεια πάσης φύσεως ύδραυλικών και ασφαλτικών μηχανημάτων, αυτοκινήτων επιβατικών, λεωφορείων και φορτηγών, ελκυστήρων, κινητήρων, γεωργικών μηχανημάτων, σιδηροδρομικού υλικού και ηλεκτρικών ειδών. Διαρκής παρακαταθήκη θερμής και ψυχράς ασφάλτου. Επιστημονική και τεχνική καθοδήγησις δι' όλα τα ασφαλτικά συστήματα. Μελέτη διά την εφαρμογήν και διά την τεχνικήν αυτού έκτέλεσιν. [940, 1560, 1574, 2125]
article-body: Ή Επιτροπή Έλευθέρας Ζώνης Θεσσαλονίκης προκηρύσσει πρόχειρον διαγωνισμόν διά την προμήθειαν ξυλείας. Αί προσφοραί γίνονται δεκταί μέχρι της Πέμπτης 22 τρέχ. Εγγύησις είς χρήμα δρχ. 18.000. [1371, 329, 1575, 399]
